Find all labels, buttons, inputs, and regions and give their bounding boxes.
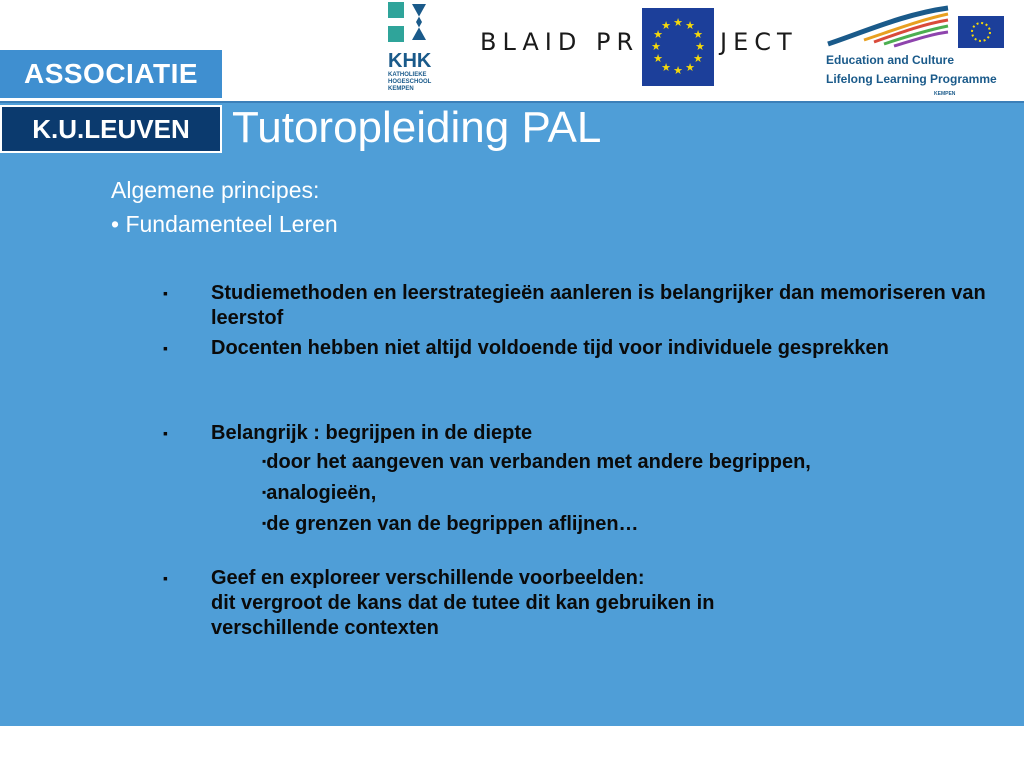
- eu-flag-icon: [642, 8, 714, 86]
- svg-text:★: ★: [693, 28, 703, 41]
- sub-bullet-item: [262, 451, 811, 474]
- bullet-marker: ▪: [163, 340, 168, 356]
- section-heading: Algemene principes:: [111, 177, 320, 203]
- eac-programme: Lifelong Learning Programme: [826, 72, 997, 86]
- sub-bullet-item: [262, 482, 376, 505]
- sub-bullet-marker: ▪: [262, 516, 267, 530]
- khk-logo: [386, 0, 456, 100]
- svg-text:★: ★: [693, 52, 703, 65]
- sub-bullet-text: door het aangeven van verbanden met andere begrippen,: [266, 451, 811, 473]
- lifelong-learning-swoosh-icon: [824, 4, 954, 50]
- khk-wordmark: KHK: [388, 50, 432, 72]
- sub-bullet-marker: ▪: [262, 485, 267, 499]
- section-subheading: • Fundamenteel Leren: [111, 211, 338, 237]
- sub-bullet-text: analogieën,: [266, 482, 377, 504]
- eac-kempen: KEMPEN: [934, 91, 956, 97]
- sub-bullet-text: de grenzen van de begrippen aflijnen…: [266, 513, 639, 535]
- slide-title: Tutoropleiding PAL: [232, 103, 602, 152]
- svg-text:★: ★: [653, 28, 663, 41]
- association-badge: ASSOCIATIE: [0, 50, 222, 98]
- project-name-right: JECT: [720, 28, 798, 56]
- slide-footer-margin: [0, 726, 1024, 768]
- bullet-marker: ▪: [163, 570, 168, 586]
- svg-text:★: ★: [673, 64, 683, 77]
- project-name-left: BLAID PR: [480, 28, 640, 56]
- kuleuven-badge: K.U.LEUVEN: [0, 105, 222, 153]
- svg-text:★: ★: [685, 19, 695, 32]
- sub-bullet-item: [262, 513, 639, 536]
- bullet-text-line: Geef en exploreer verschillende voorbeelden:: [211, 567, 645, 589]
- khk-subtitle: KATHOLIEKE HOGESCHOOL KEMPEN: [388, 72, 432, 92]
- svg-text:★: ★: [661, 61, 671, 74]
- bullet-text: Belangrijk : begrijpen in de diepte: [211, 422, 533, 444]
- svg-text:★: ★: [653, 52, 663, 65]
- eu-flag-small-icon: [958, 16, 1004, 48]
- khk-mark-icon: [386, 0, 436, 48]
- svg-text:★: ★: [661, 19, 671, 32]
- bullet-text: Docenten hebben niet altijd voldoende tijd voor individuele gesprekken: [211, 337, 889, 359]
- svg-text:★: ★: [685, 61, 695, 74]
- bullet-marker: ▪: [163, 425, 168, 441]
- sub-bullet-marker: ▪: [262, 454, 267, 468]
- bullet-text: Studiemethoden en leerstrategieën aanleren is belangrijker dan memoriseren van leerstof: [211, 282, 986, 329]
- bullet-text: [211, 566, 991, 641]
- eac-title: Education and Culture: [826, 53, 955, 67]
- svg-text:★: ★: [651, 40, 661, 53]
- bullet-text-line: dit vergroot de kans dat de tutee dit kan gebruiken in: [211, 592, 715, 614]
- svg-text:★: ★: [695, 40, 705, 53]
- bullet-text-line: verschillende contexten: [211, 617, 439, 639]
- svg-text:★: ★: [673, 16, 683, 29]
- bullet-marker: ▪: [163, 285, 168, 301]
